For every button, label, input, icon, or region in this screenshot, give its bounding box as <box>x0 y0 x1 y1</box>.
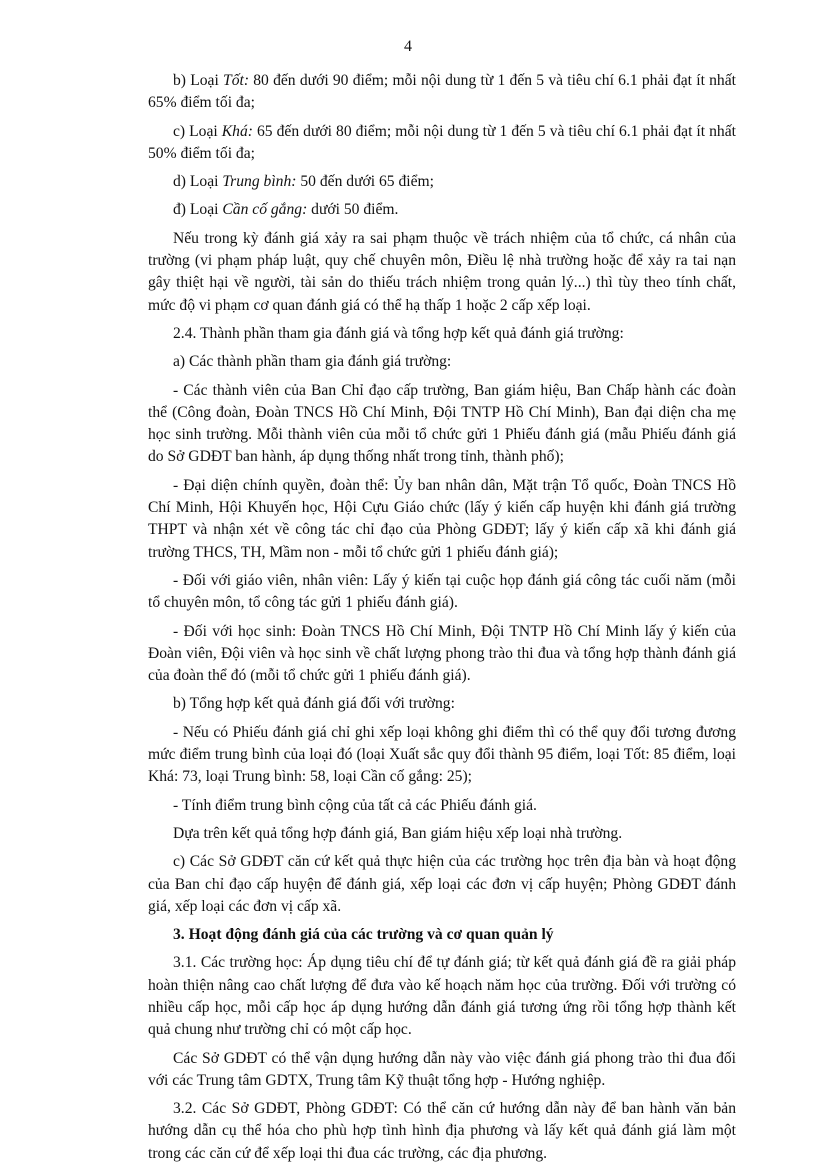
rating-text: 80 đến dưới 90 điểm; mỗi nội dung từ 1 đến 5 và tiêu chí 6.1 phải đạt ít nhất 65% điểm tối đa; <box>148 72 736 112</box>
paragraph-members: - Các thành viên của Ban Chỉ đạo cấp trường, Ban giám hiệu, Ban Chấp hành các đoàn thể (Công đoàn, Đoàn TNCS Hồ Chí Minh, Đội TNTP Hồ Chí Minh), Ban đại diện cha mẹ học sinh trường. Mỗi thành viên của mỗi tổ chức gửi 1 Phiếu đánh giá (mẫu Phiếu đánh giá do Sở GDĐT ban hành, áp dụng thống nhất trong tỉnh, thành phố); <box>148 381 736 466</box>
rating-term: Cần cố gắng: <box>222 201 308 219</box>
document-body <box>148 70 736 1171</box>
rating-prefix: c) Loại <box>173 122 222 140</box>
paragraph-sgddt: Các Sở GDĐT có thể vận dụng hướng dẫn này vào việc đánh giá phong trào thi đua đối với các Trung tâm GDTX, Trung tâm Kỹ thuật tổng hợp - Hướng nghiệp. <box>148 1049 736 1089</box>
page-number: 4 <box>404 38 412 55</box>
paragraph-based-on-results: Dựa trên kết quả tổng hợp đánh giá, Ban giám hiệu xếp loại nhà trường. <box>173 824 623 842</box>
paragraph-participants-heading: a) Các thành phần tham gia đánh giá trường: <box>173 353 452 371</box>
rating-prefix: đ) Loại <box>173 201 223 219</box>
rating-prefix: b) Loại <box>173 72 224 89</box>
paragraph-violation: Nếu trong kỳ đánh giá xảy ra sai phạm thuộc về trách nhiệm của tổ chức, cá nhân của trường (vi phạm pháp luật, quy chế chuyên môn, Điều lệ nhà trường hoặc để xảy ra tai nạn gây thiệt hại về người, tài sản do thiếu trách nhiệm trong quản lý...) thì tùy theo tính chất, mức độ vi phạm cơ quan đánh giá có thể hạ thấp 1 hoặc 2 cấp xếp loại. <box>148 229 736 314</box>
paragraph-rating-average <box>148 171 736 193</box>
paragraph-rating-good <box>148 70 736 115</box>
rating-term: Tốt: <box>223 72 250 89</box>
paragraph-section-2-4: 2.4. Thành phần tham gia đánh giá và tổng hợp kết quả đánh giá trường: <box>173 324 624 342</box>
paragraph-section-3-2: 3.2. Các Sở GDĐT, Phòng GDĐT: Có thể căn cứ hướng dẫn này để ban hành văn bản hướng dẫn cụ thể hóa cho phù hợp tình hình địa phương và lấy kết quả đánh giá làm một trong các căn cứ để xếp loại thi đua các trường, các địa phương. <box>148 1100 736 1162</box>
paragraph-students: - Đối với học sinh: Đoàn TNCS Hồ Chí Minh, Đội TNTP Hồ Chí Minh lấy ý kiến của Đoàn viên, Đội viên và học sinh về chất lượng phong trào thi đua và tổng hợp thành đánh giá của đoàn thể đó (mỗi tổ chức gửi 1 phiếu đánh giá). <box>148 622 736 685</box>
paragraph-average: - Tính điểm trung bình cộng của tất cả các Phiếu đánh giá. <box>173 796 537 814</box>
paragraph-section-3-1: 3.1. Các trường học: Áp dụng tiêu chí để tự đánh giá; từ kết quả đánh giá đề ra giải pháp hoàn thiện nâng cao chất lượng để đưa vào kế hoạch năm học của trường. Đối với trường có nhiều cấp học, mỗi cấp học áp dụng hướng dẫn đánh giá tương ứng rồi tổng hợp thành kết quả chung như trường chỉ có một cấp học. <box>148 954 736 1039</box>
paragraph-teachers: - Đối với giáo viên, nhân viên: Lấy ý kiến tại cuộc họp đánh giá công tác cuối năm (mỗi tổ chuyên môn, tổ công tác gửi 1 phiếu đánh giá). <box>148 571 736 612</box>
paragraph-summary-heading: b) Tổng hợp kết quả đánh giá đối với trường: <box>173 695 455 713</box>
paragraph-score-conversion: - Nếu có Phiếu đánh giá chỉ ghi xếp loại không ghi điểm thì có thể quy đổi tương đương mức điểm trung bình của loại đó (loại Xuất sắc quy đổi thành 95 điểm, loại Tốt: 85 điểm, loại Khá: 73, loại Trung bình: 58, loại Cần cố gắng: 25); <box>148 723 736 786</box>
paragraph-rating-needs-effort <box>148 199 736 221</box>
paragraph-government: - Đại diện chính quyền, đoàn thể: Ủy ban nhân dân, Mặt trận Tổ quốc, Đoàn TNCS Hồ Chí Minh, Hội Khuyến học, Hội Cựu Giáo chức (lấy ý kiến cấp huyện khi đánh giá trường THPT và nhận xét về công tác chỉ đạo của Phòng GDĐT; lấy ý kiến cấp xã khi đánh giá trường THCS, TH, Mầm non - mỗi tổ chức gửi 1 phiếu đánh giá); <box>148 476 736 561</box>
rating-term: Khá: <box>221 122 253 140</box>
section-heading-3: 3. Hoạt động đánh giá của các trường và cơ quan quản lý <box>173 926 554 944</box>
rating-text: 50 đến dưới 65 điểm; <box>296 173 435 191</box>
rating-text: dưới 50 điểm. <box>307 201 399 219</box>
rating-text: 65 đến dưới 80 điểm; mỗi nội dung từ 1 đến 5 và tiêu chí 6.1 phải đạt ít nhất 50% điểm tối đa; <box>148 122 736 162</box>
paragraph-rating-fair <box>148 121 736 166</box>
rating-term: Trung bình: <box>222 173 297 191</box>
paragraph-departments: c) Các Sở GDĐT căn cứ kết quả thực hiện của các trường học trên địa bàn và hoạt động của Ban chỉ đạo cấp huyện để đánh giá, xếp loại các đơn vị cấp huyện; Phòng GDĐT đánh giá, xếp loại các đơn vị cấp xã. <box>148 853 736 915</box>
rating-prefix: d) Loại <box>173 173 223 191</box>
